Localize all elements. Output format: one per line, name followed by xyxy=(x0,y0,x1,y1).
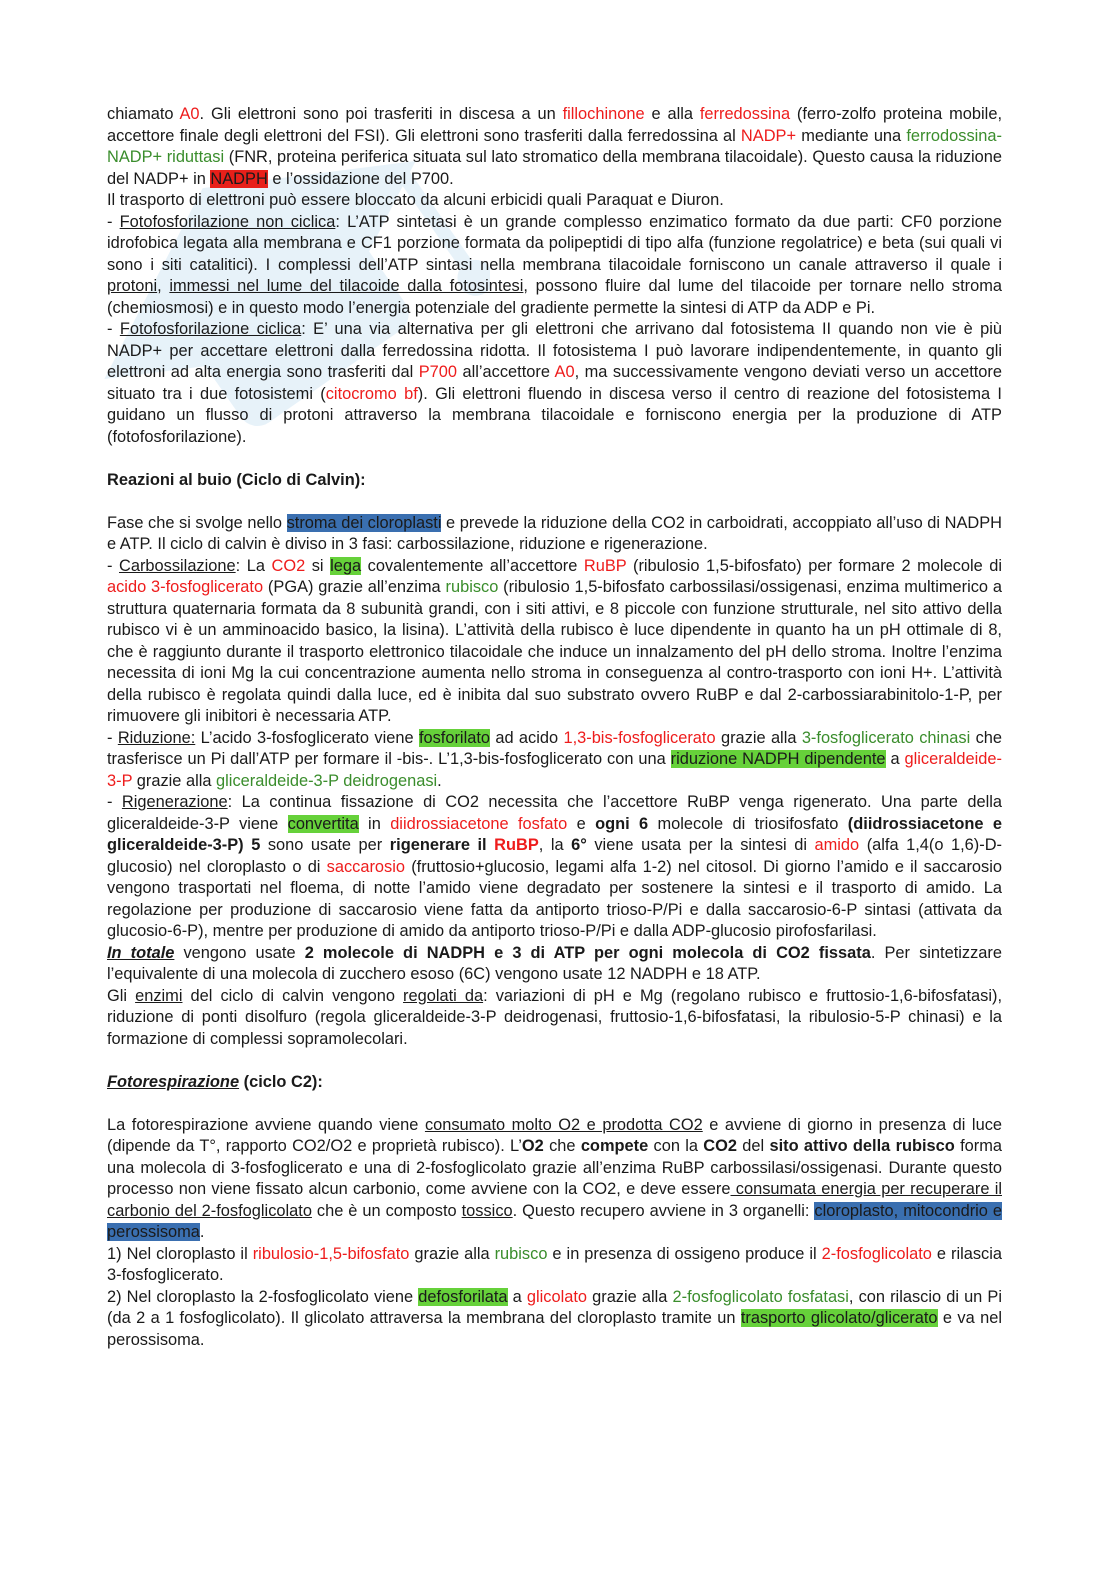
paragraph-calvin-intro: Fase che si svolge nello stroma dei cloroplasti e prevede la riduzione della CO2 in carboidrati, accoppiato all’uso di NADPH e ATP. Il ciclo di calvin è diviso in 3 fasi: carbossilazione, riduzione e rigenerazione. xyxy=(107,513,1002,553)
paragraph-enzyme-regulation: Gli enzimi del ciclo di calvin vengono regolati da: variazioni di pH e Mg (regolano rubisco e fruttosio-1,6-bifosfatasi), riduzione di ponti disolfuro (regola gliceraldeide-3-P deidrogenasi, fruttosio-1,6-bifosfatasi, la ribulosio-5-P chinasi) e la formazione di complessi sopramolecolari. xyxy=(107,986,1002,1048)
document-page xyxy=(107,104,1002,1351)
paragraph-cyclic-photophosphorylation: - Fotofosforilazione ciclica: E’ una via alternativa per gli elettroni che arrivano dal fotosistema II quando non vie è più NADP+ per accettare elettroni dalla ferredossina ridotta. Il fotosistema I può lavorare indipendentemente, in quanto gli elettroni ad alta energia sono trasferiti dal P700 all’accettore A0, ma successivamente vengono deviati verso un accettore situato tra i due fotosistemi (citocromo bf). Gli elettroni fluendo in discesa verso il centro di reazione del fotosistema I guidano un flusso di protoni attraverso la membrana tilacoidale e forniscono energia per la produzione di ATP (fotofosforilazione). xyxy=(107,320,1002,446)
paragraph-step-1: 1) Nel cloroplasto il ribulosio-1,5-bifosfato grazie alla rubisco e in presenza di ossigeno produce il 2-fosfoglicolato e rilascia 3-fosfoglicerato. xyxy=(107,1244,1002,1284)
paragraph-noncyclic-photophosphorylation: - Fotofosforilazione non ciclica: L’ATP sintetasi è un grande complesso enzimatico formato da due parti: CF0 porzione idrofobica legata alla membrana e CF1 porzione formata da polipeptidi di tipo alfa (funzione regolatrice) e beta (sui quali vi sono i siti catalitici). I complessi dell’ATP sintasi nella membrana tilacoidale forniscono un canale attraverso il quale i protoni, immessi nel lume del tilacoide dalla fotosintesi, possono fluire dal lume del tilacoide per tornare nello stroma (chemiosmosi) e in questo modo l’energia potenziale del gradiente permette la sintesi di ATP da ADP e Pi. xyxy=(107,212,1003,317)
paragraph-reduction: - Riduzione: L’acido 3-fosfoglicerato viene fosforilato ad acido 1,3-bis-fosfoglicerato grazie alla 3-fosfoglicerato chinasi che trasferisce un Pi dall’ATP per formare il -bis-. L’1,3-bis-fosfoglicerato con una riduzione NADPH dipendente a gliceraldeide-3-P grazie alla gliceraldeide-3-P deidrogenasi. xyxy=(107,728,1003,790)
paragraph-carboxylation: - Carbossilazione: La CO2 si lega covalentemente all’accettore RuBP (ribulosio 1,5-bifosfato) per formare 2 molecole di acido 3-fosfoglicerato (PGA) grazie all’enzima rubisco (ribulosio 1,5-bifosfato carbossilasi/ossigenasi, enzima multimerico a struttura quaternaria formata da 8 subunità grandi, con i siti attivi, e 8 piccole con funzione strutturale, nel sito attivo della rubisco vi è un amminoacido basico, la lisina). L’attività della rubisco è luce dipendente in quanto ha un pH ottimale di 8, che è raggiunto durante il trasporto elettronico tilacoidale che induce un innalzamento del pH dello stroma. Inoltre l’enzima necessita di ioni Mg la cui concentrazione aumenta nello stroma in conseguenza al contro-trasporto con ioni H+. L’attività della rubisco è regolata quindi dalla luce, ed è inibita dal suo substrato ovvero RuBP e dal 2-carbossiarabinitolo-1-P, per rimuovere gli inibitori è necessaria ATP. xyxy=(107,556,1003,725)
paragraph-photorespiration-intro: La fotorespirazione avviene quando viene consumato molto O2 e prodotta CO2 e avviene di giorno in presenza di luce (dipende da T°, rapporto CO2/O2 e proprietà rubisco). L’O2 che compete con la CO2 del sito attivo della rubisco forma una molecola di 3-fosfoglicerato e una di 2-fosfoglicolato grazie all’enzima RuBP carbossilasi/ossigenasi. Durante questo processo non viene fissato alcun carbonio, come avviene con la CO2, e deve essere consumata energia per recuperare il carbonio del 2-fosfoglicolato che è un composto tossico. Questo recupero avviene in 3 organelli: cloroplasto, mitocondrio e perossisoma. xyxy=(107,1115,1003,1241)
paragraph-in-totale: In totale vengono usate 2 molecole di NADPH e 3 di ATP per ogni molecola di CO2 fissata. Per sintetizzare l’equivalente di una molecola di zucchero esoso (6C) vengono usate 12 NADPH e 18 ATP. xyxy=(107,943,1002,983)
paragraph-step-2: 2) Nel cloroplasto la 2-fosfoglicolato viene defosforilata a glicolato grazie alla 2-fosfoglicolato fosfatasi, con rilascio di un Pi (da 2 a 1 fosfoglicolato). Il glicolato attraversa la membrana del cloroplasto tramite un trasporto glicolato/glicerato e va nel perossisoma. xyxy=(107,1287,1002,1349)
heading-calvin-cycle: Reazioni al buio (Ciclo di Calvin): xyxy=(107,470,366,489)
paragraph-fsi-electron-transfer: chiamato A0. Gli elettroni sono poi trasferiti in discesa a un fillochinone e alla ferredossina (ferro-zolfo proteina mobile, accettore finale degli elettroni del FSI). Gli elettroni sono trasferiti dalla ferredossina al NADP+ mediante una ferrodossina-NADP+ riduttasi (FNR, proteina periferica situata sul lato stromatico della membrana tilacoidale). Questo causa la riduzione del NADP+ in NADPH e l’ossidazione del P700. xyxy=(107,105,1002,188)
heading-photorespiration: Fotorespirazione (ciclo C2): xyxy=(107,1072,323,1091)
paragraph-herbicides: Il trasporto di elettroni può essere bloccato da alcuni erbicidi quali Paraquat e Diuron. xyxy=(107,191,724,209)
paragraph-regeneration: - Rigenerazione: La continua fissazione di CO2 necessita che l’accettore RuBP venga rigenerato. Una parte della gliceraldeide-3-P viene convertita in diidrossiacetone fosfato e ogni 6 molecole di triosifosfato (diidrossiacetone e gliceraldeide-3-P) 5 sono usate per rigenerare il RuBP, la 6° viene usata per la sintesi di amido (alfa 1,4(o 1,6)-D-glucosio) nel cloroplasto o di saccarosio (fruttosio+glucosio, legami alfa 1-2) nel citosol. Di giorno l’amido e il saccarosio vengono trasportati nel floema, di notte l’amido viene degradato per sostenere la sintesi e il trasporto di amido. La regolazione per produzione di saccarosio viene fatta da antiporto trioso-P/Pi e dalla saccarosio-6-P sintasi (attivata da glucosio-6-P), mentre per produzione di amido da antiporto trioso-P/Pi e dalla ADP-glucosio pirofosfarilasi. xyxy=(107,793,1003,940)
